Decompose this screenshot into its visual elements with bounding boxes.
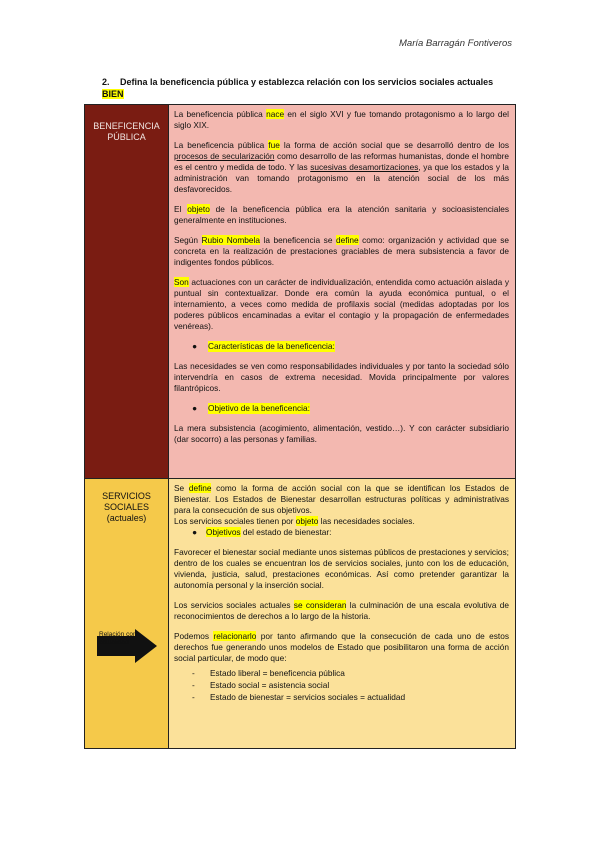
question-text: Defina la beneficencia pública y establezca relación con los servicios sociales actuales [120, 77, 494, 87]
list-item: - Estado de bienestar = servicios sociales = actualidad [192, 692, 406, 702]
paragraph: Según Rubio Nombela la beneficencia se define como: organización y actividad que se concreta en la realización de prestaciones graciables de mera subsistencia a favor de indigentes fondos públicos. [174, 235, 510, 267]
arrow-callout [97, 629, 157, 663]
question-number: 2. [102, 77, 110, 87]
list-item: - Estado liberal = beneficencia pública [192, 668, 345, 678]
bullet-item: ● Objetivo de la beneficencia: [192, 403, 310, 413]
paragraph: Son actuaciones con un carácter de individualización, entendida como actuación aislada y puntual sin contextualizar. Donde era común la ayuda económica puntual, o el internamiento, a veces como medida de profilaxis social (medidas adoptadas por los poderes públicos encaminadas a evitar el contagio y la propagación de enfermedades venéreas). [174, 277, 509, 331]
grade-mark: BIEN [102, 89, 124, 99]
servicios-label-cell [85, 479, 169, 749]
bullet-dot-icon: ● [192, 341, 198, 351]
table-row-beneficencia [85, 105, 516, 479]
paragraph: Se define como la forma de acción social con la que se identifican los Estados de Bienestar. Los Estados de Bienestar desarrollan estructuras políticas y administrativas para la consecución de sus objetivos. [174, 483, 509, 515]
servicios-label: SERVICIOS SOCIALES (actuales) [102, 491, 151, 523]
paragraph: La beneficencia pública fue la forma de acción social que se desarrolló dentro de los procesos de secularización como desarrollo de las reformas humanistas, donde el hombre es el centro y medida de todo. Y las sucesivas desamortizaciones, ya que los estados y la administración van tomando protagonismo en la atención social de los más desfavorecidos. [174, 140, 509, 194]
paragraph: Favorecer el bienestar social mediante unos sistemas públicos de prestaciones y servicios; dentro de los cuales se encuentran los de servicios sociales, junto con los de educación, vivienda, justicia, salud, prestaciones económicas. Así como pretender garantizar la autonomía personal y la inserción social. [174, 547, 509, 590]
comparison-table [84, 104, 516, 749]
bullet-dot-icon: ● [192, 527, 198, 537]
paragraph: La beneficencia pública nace en el siglo XVI y fue tomando protagonismo a lo largo del siglo XIX. [174, 109, 510, 130]
paragraph: Los servicios sociales actuales se consideran la culminación de una escala evolutiva de reconocimientos de derechos a lo largo de la historia. [174, 600, 509, 621]
beneficencia-label-cell [85, 105, 169, 479]
table-row-servicios [85, 479, 516, 749]
paragraph: Podemos relacionarlo por tanto afirmando que la consecución de cada uno de estos derechos fue generando unos modelos de Estado que posibilitaron una forma de acción social particular, de modo que: [174, 631, 509, 663]
paragraph: Los servicios sociales tienen por objeto las necesidades sociales. [174, 516, 415, 526]
beneficencia-label: BENEFICENCIA PÚBLICA [93, 121, 160, 142]
model-list [192, 668, 509, 703]
beneficencia-content-cell [169, 105, 516, 479]
bullet-dot-icon: ● [192, 403, 198, 413]
list-item: - Estado social = asistencia social [192, 680, 330, 690]
question-heading [102, 76, 522, 100]
arrow-text: Relación con actualidad [99, 631, 137, 646]
bullet-item: ● Características de la beneficencia: [192, 341, 335, 351]
paragraph: La mera subsistencia (acogimiento, alimentación, vestido…). Y con carácter subsidiario (dar socorro) a las personas y familias. [174, 423, 509, 444]
paragraph: El objeto de la beneficencia pública era la atención sanitaria y socioasistenciales generalmente en instituciones. [174, 204, 509, 225]
bullet-item: ● Objetivos del estado de bienestar: [192, 527, 332, 537]
servicios-content-cell [169, 479, 516, 749]
author-name: María Barragán Fontiveros [399, 38, 512, 49]
paragraph: Las necesidades se ven como responsabilidades individuales y por tanto la sociedad sólo intervendría en casos de extrema necesidad. Movida principalmente por valores filantrópicos. [174, 361, 509, 393]
